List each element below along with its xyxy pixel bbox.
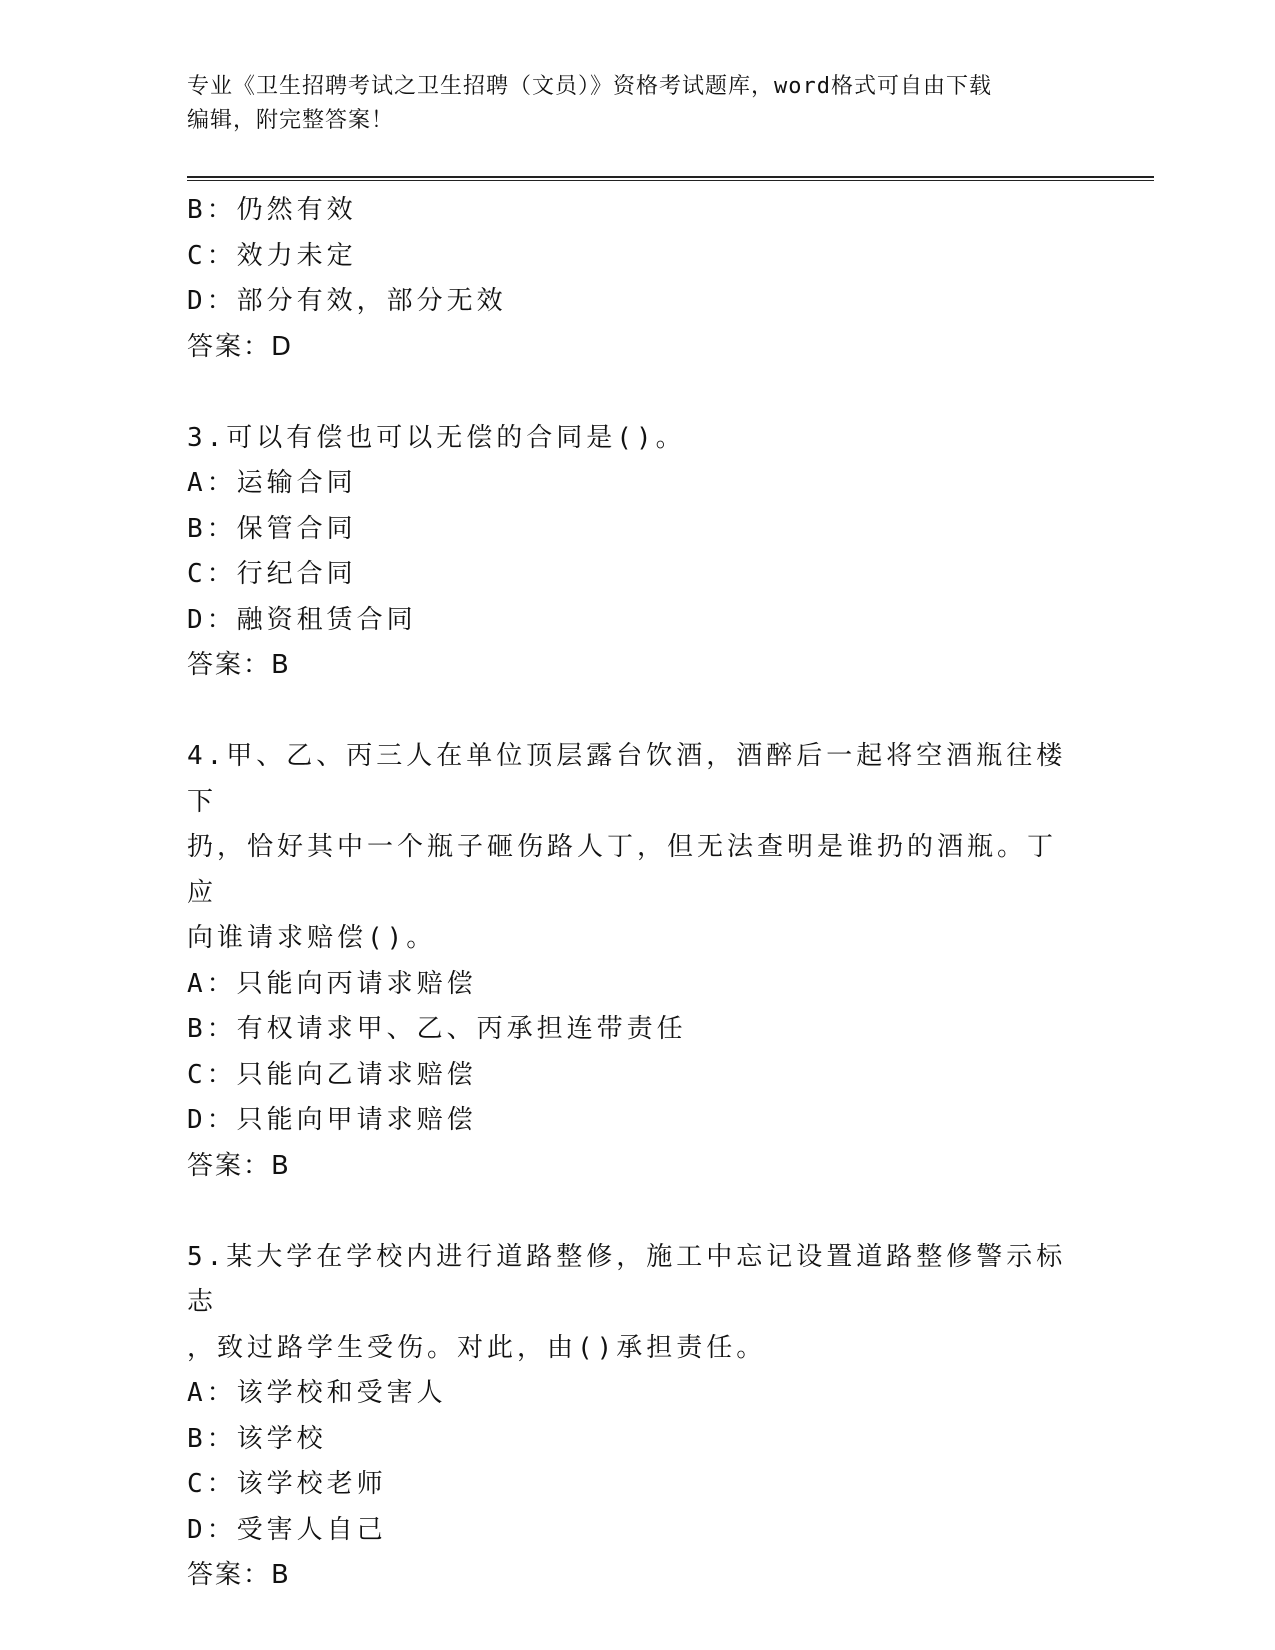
answer-line: 答案：B: [187, 1560, 291, 1590]
question-5: [187, 1235, 1067, 1599]
option-a: A：只能向丙请求赔偿: [187, 968, 477, 999]
question-stem-line-3: 向谁请求赔偿()。: [187, 923, 437, 953]
option-d: D：融资租赁合同: [187, 604, 417, 635]
question-stem-line-1: 4.甲、乙、丙三人在单位顶层露台饮酒，酒醉后一起将空酒瓶往楼下: [187, 741, 1067, 817]
option-d: D：受害人自己: [187, 1514, 387, 1545]
answer-line: 答案：D: [187, 331, 294, 362]
question-4: [187, 734, 1067, 1189]
header-line-1: 专业《卫生招聘考试之卫生招聘（文员）》资格考试题库，word格式可自由下载: [187, 74, 992, 99]
option-b: B：该学校: [187, 1423, 327, 1454]
question-3: [187, 416, 1067, 689]
document-header: [187, 70, 1067, 138]
option-c: C：该学校老师: [187, 1469, 387, 1499]
question-stem: 3.可以有偿也可以无偿的合同是()。: [187, 422, 686, 453]
answer-line: 答案：B: [187, 650, 291, 680]
question-list: [187, 188, 1067, 1599]
header-line-2: 编辑，附完整答案！: [187, 108, 395, 133]
option-c: C：行纪合同: [187, 559, 357, 589]
spacer: [187, 689, 1067, 735]
question-stem-line-2: ，致过路学生受伤。对此，由()承担责任。: [187, 1332, 767, 1363]
question-stem-line-2: 扔，恰好其中一个瓶子砸伤路人丁，但无法查明是谁扔的酒瓶。丁应: [187, 832, 1058, 908]
answer-line: 答案：B: [187, 1150, 291, 1181]
question-2: [187, 188, 1067, 370]
option-b: B：仍然有效: [187, 195, 357, 225]
option-d: D：只能向甲请求赔偿: [187, 1105, 477, 1135]
question-stem-line-1: 5.某大学在学校内进行道路整修，施工中忘记设置道路整修警示标志: [187, 1241, 1067, 1317]
option-a: A：该学校和受害人: [187, 1378, 447, 1408]
option-b: B：保管合同: [187, 513, 357, 544]
option-d: D：部分有效，部分无效: [187, 286, 507, 316]
option-c: C：效力未定: [187, 240, 357, 271]
option-b: B：有权请求甲、乙、丙承担连带责任: [187, 1014, 687, 1044]
spacer: [187, 370, 1067, 416]
option-a: A：运输合同: [187, 468, 357, 498]
spacer: [187, 1189, 1067, 1235]
header-divider: [187, 176, 1154, 181]
option-c: C：只能向乙请求赔偿: [187, 1059, 477, 1090]
